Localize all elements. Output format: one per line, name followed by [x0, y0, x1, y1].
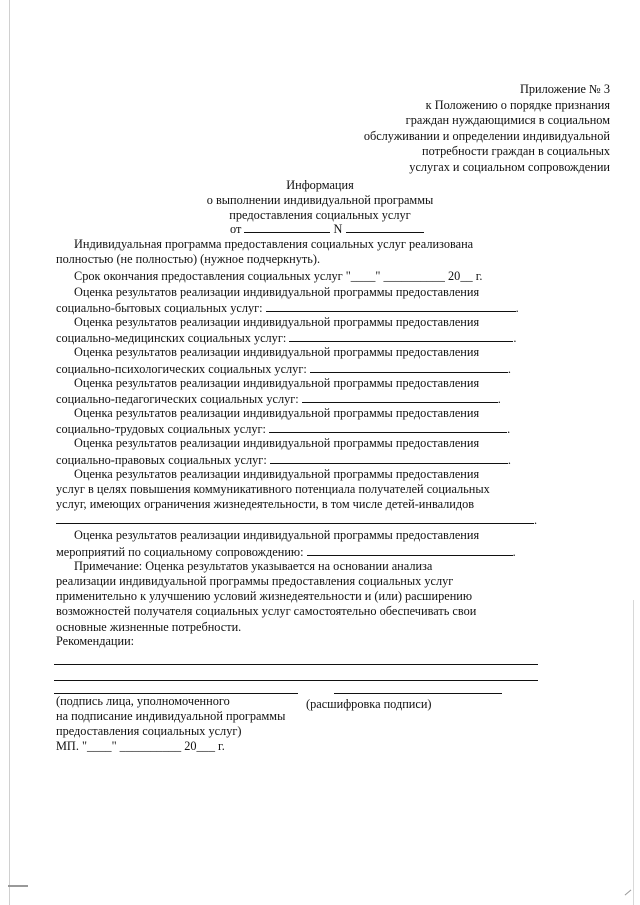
document-title — [0, 178, 640, 223]
assessment-line: Оценка результатов реализации индивидуальной программы предоставления — [74, 314, 480, 329]
dot: . — [507, 452, 511, 467]
note-line: реализации индивидуальной программы предоставления социальных услуг — [56, 573, 454, 588]
note-line: применительно к улучшению условий жизнедеятельности и (или) расширению — [56, 589, 473, 604]
title-line: о выполнении индивидуальной программы — [206, 193, 434, 207]
assessment-label: социально-медицинских социальных услуг: — [56, 331, 287, 346]
scan-corner-mark — [625, 890, 632, 896]
assessment-line: услуг в целях повышения коммуникативного потенциала получателей социальных — [56, 482, 490, 496]
dot: . — [512, 544, 516, 559]
signature-caption-line: (подпись лица, уполномоченного — [56, 694, 230, 708]
assessment-label: мероприятий по социальному сопровождению: — [56, 544, 304, 559]
assessment-line: Оценка результатов реализации индивидуальной программы предоставления — [74, 406, 480, 421]
assessment-line: услуг, имеющих ограничения жизнедеятельности, в том числе детей-инвалидов — [56, 497, 475, 512]
assessment-line: Оценка результатов реализации индивидуальной программы предоставления — [74, 528, 480, 543]
assessment-label: социально-бытовых социальных услуг: — [56, 300, 263, 315]
assessment-field[interactable] — [269, 421, 507, 433]
appendix-line: потребности граждан в социальных — [422, 144, 610, 158]
dot: . — [507, 361, 511, 376]
recommendations-field[interactable] — [54, 664, 538, 665]
assessment-line: Оценка результатов реализации индивидуальной программы предоставления — [74, 466, 480, 481]
from-label: от — [230, 222, 242, 236]
note-line: основные жизненные потребности. — [56, 619, 242, 634]
assessment-line: Оценка результатов реализации индивидуальной программы предоставления — [74, 436, 480, 451]
assessment-line — [56, 421, 536, 436]
appendix-line: к Положению о порядке признания — [425, 97, 610, 112]
document-body — [56, 237, 536, 635]
assessment-field[interactable] — [56, 512, 534, 524]
dot: . — [513, 331, 517, 346]
signature-caption-line: на подписание индивидуальной программы — [56, 709, 286, 723]
assessment-label: социально-педагогических социальных услуг: — [56, 391, 299, 406]
assessment-label: социально-трудовых социальных услуг: — [56, 422, 266, 437]
assessment-field[interactable] — [289, 330, 513, 342]
assessment-field-line — [56, 512, 536, 528]
scan-mark — [8, 885, 28, 887]
stamp-date-line: МП. "____" __________ 20___ г. — [56, 739, 225, 753]
assessment-line — [56, 544, 536, 559]
note-line: Примечание: Оценка результатов указывается на основании анализа — [74, 558, 433, 573]
dot: . — [507, 422, 511, 437]
signature-caption-line: предоставления социальных услуг) — [56, 724, 242, 738]
assessment-line — [56, 391, 536, 406]
date-field[interactable] — [244, 222, 330, 233]
assessment-field[interactable] — [307, 544, 513, 556]
number-label: N — [333, 222, 343, 236]
scan-edge-left — [9, 0, 10, 905]
appendix-line: граждан нуждающимися в социальном — [405, 113, 610, 127]
appendix-line: обслуживании и определении индивидуальной — [363, 128, 610, 143]
assessment-line — [56, 452, 536, 467]
dot: . — [534, 513, 538, 528]
recommendations-field[interactable] — [54, 680, 538, 681]
assessment-label: социально-правовых социальных услуг: — [56, 452, 267, 467]
assessment-line: Оценка результатов реализации индивидуальной программы предоставления — [74, 345, 480, 360]
dot: . — [497, 391, 501, 406]
assessment-line: Оценка результатов реализации индивидуальной программы предоставления — [74, 375, 480, 390]
note-line: возможностей получателя социальных услуг самостоятельно обеспечивать свои — [56, 604, 477, 619]
assessment-line: Оценка результатов реализации индивидуальной программы предоставления — [74, 284, 480, 299]
assessment-field[interactable] — [302, 391, 498, 403]
date-number-line — [230, 222, 424, 237]
paragraph-line: Индивидуальная программа предоставления социальных услуг реализована — [74, 237, 474, 251]
dot: . — [515, 300, 519, 315]
recommendations-label: Рекомендации: — [56, 634, 135, 648]
number-field[interactable] — [346, 222, 424, 233]
assessment-field[interactable] — [266, 300, 516, 312]
assessment-line — [56, 330, 536, 345]
scan-edge-right — [633, 600, 634, 905]
title-line: предоставления социальных услуг — [229, 208, 411, 222]
assessment-line — [56, 361, 536, 376]
assessment-field[interactable] — [270, 452, 508, 464]
assessment-field[interactable] — [310, 361, 508, 373]
assessment-label: социально-психологических социальных услуг: — [56, 361, 307, 376]
appendix-line: услугах и социальном сопровождении — [409, 159, 610, 174]
appendix-line: Приложение № 3 — [519, 82, 610, 96]
deadline-line: Срок окончания предоставления социальных услуг "____" __________ 20__ г. — [74, 269, 483, 284]
signature-transcript-caption: (расшифровка подписи) — [306, 697, 432, 711]
signature-transcript-field[interactable] — [334, 693, 502, 694]
signature-caption — [56, 694, 285, 754]
title-line: Информация — [286, 178, 354, 192]
assessment-line — [56, 300, 536, 315]
paragraph-line: полностью (не полностью) (нужное подчеркнуть). — [56, 252, 321, 267]
appendix-header — [310, 82, 610, 175]
